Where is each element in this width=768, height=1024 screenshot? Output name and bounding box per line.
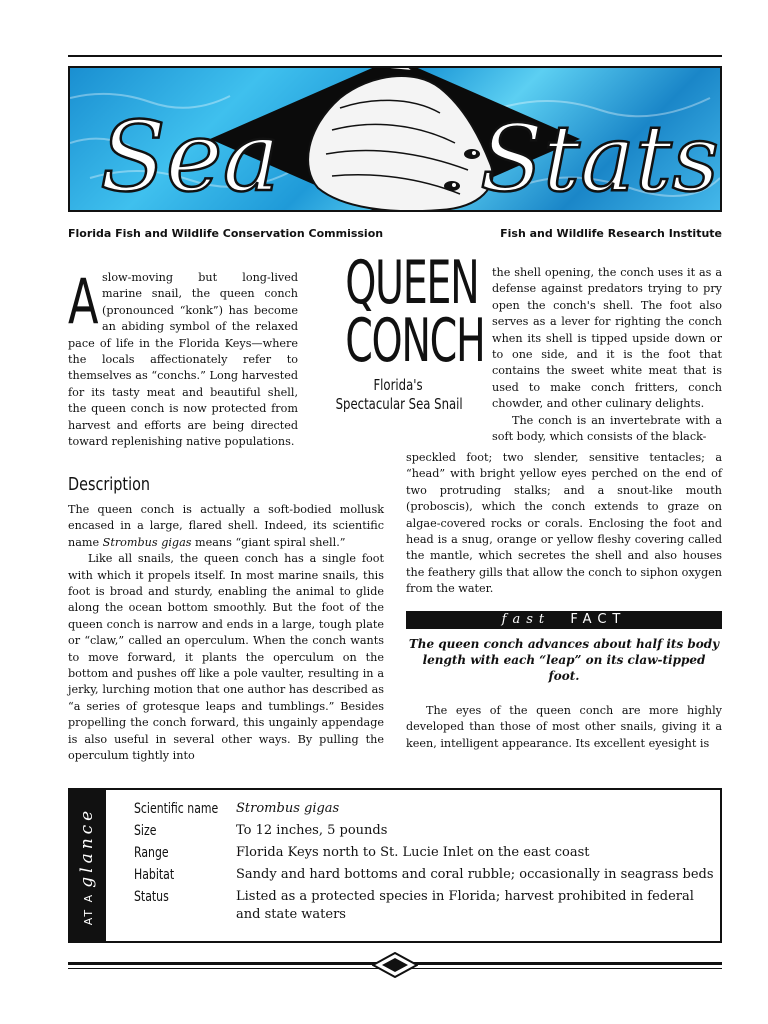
glance-label: Habitat [134,867,175,883]
banner-art [70,68,720,210]
org-name-left: Florida Fish and Wildlife Conservation Commission [68,227,384,240]
title-queen: QUEEN [345,248,479,318]
fast-fact-word1: fast [501,612,551,627]
description-heading: Description [68,474,151,495]
fast-fact-word2: FACT [570,612,627,627]
description-p1: The queen conch is actually a soft-bodied mollusk encased in a large, flared shell. Indeed, its scientific name Strombus gigas means “giant spiral shell.” [68,503,384,549]
drop-cap: A [68,265,99,338]
org-name-right: Fish and Wildlife Research Institute [500,227,722,240]
tab-glance: glance [77,806,97,888]
at-a-glance-tab [68,788,106,943]
glance-value: Florida Keys north to St. Lucie Inlet on the east coast [236,845,590,860]
banner-word-stats: Stats [480,105,720,210]
right-column-bottom [406,703,722,752]
glance-label: Range [134,845,169,861]
right-p1: the shell opening, the conch uses it as a defense against predators trying to pry open the conch's shell. The foot also serves as a lever for righting the conch when its shell is tipped upside down or to one side, and it is the foot that contains the sweet white meat that is used to make conch fritters, conch chowder, and other culinary delights. [492,266,722,411]
glance-value: Strombus gigas [236,801,340,816]
right-column-top [492,265,722,445]
description-p2: Like all snails, the queen conch has a single foot with which it propels itself. In most marine snails, this foot is broad and sturdy, enabling the animal to glide along the ocean bottom smoothly. But the foot of the queen conch is narrow and ends in a large, tough plate or “claw,” called an operculum. When the conch wants to move forward, it plants the operculum on the bottom and pushes off like a pole vaulter, resulting in a jerky, lurching motion that one author has described as “a series of grotesque leaps and tumblings.” Besides propelling the conch forward, this ungainly appendage is also useful in several other ways. By pulling the operculum tightly into [68,552,384,763]
glance-value: Sandy and hard bottoms and coral rubble; occasionally in seagrass beds [236,867,714,882]
subtitle-floridas: Florida's [373,376,423,394]
glance-label: Size [134,823,157,839]
glance-value: To 12 inches, 5 pounds [236,823,388,838]
fast-fact-bar [406,611,722,629]
tab-at-a: AT A [82,892,95,925]
glance-label: Status [134,889,169,905]
right-p2-bottom: speckled foot; two slender, sensitive tentacles; a “head” with bright yellow eyes perched on the end of two protruding stalks; and a snout-like mouth (proboscis), which the conch extends to graze on algae-covered rocks or corals. Enclosing the foot and head is a snug, orange or yellow fleshy covering called the mantle, which secretes the shell and also houses the feathery gills that allow the conch to siphon oxygen from the water. [406,451,722,596]
fast-fact-text: The queen conch advances about half its body length with each “leap” on its claw-tipped foot. [408,637,720,683]
right-p3: The eyes of the queen conch are more highly developed than those of most other snails, giving it a keen, intelligent appearance. Its excellent eyesight is [406,704,722,750]
description-body [68,502,384,765]
banner-word-sea: Sea [100,101,280,210]
subtitle-sea-snail: Spectacular Sea Snail [335,395,463,413]
scientific-name-inline: Strombus gigas [102,535,192,549]
right-column-mid [406,450,722,598]
top-rule [68,55,722,57]
right-p2-top: The conch is an invertebrate with a soft body, which consists of the black- [492,413,722,444]
intro-text: slow-moving but long-lived marine snail, the queen conch (pronounced “konk”) has become an abiding symbol of the relaxed pace of life in the Florida Keys—where the locals affectionately refer to themselves as “conchs.” Long harvested for its tasty meat and beautiful shell, the queen conch is now protected from harvest and efforts are being directed toward replenishing native populations. [68,271,298,449]
glance-label: Scientific name [134,801,219,817]
diamond-ornament [372,952,418,978]
glance-value: Listed as a protected species in Florida; harvest prohibited in federal and state waters [236,889,694,922]
title-conch: CONCH [345,306,485,376]
intro-paragraph [68,265,298,450]
sea-stats-banner [68,66,722,212]
title-block [318,248,485,414]
